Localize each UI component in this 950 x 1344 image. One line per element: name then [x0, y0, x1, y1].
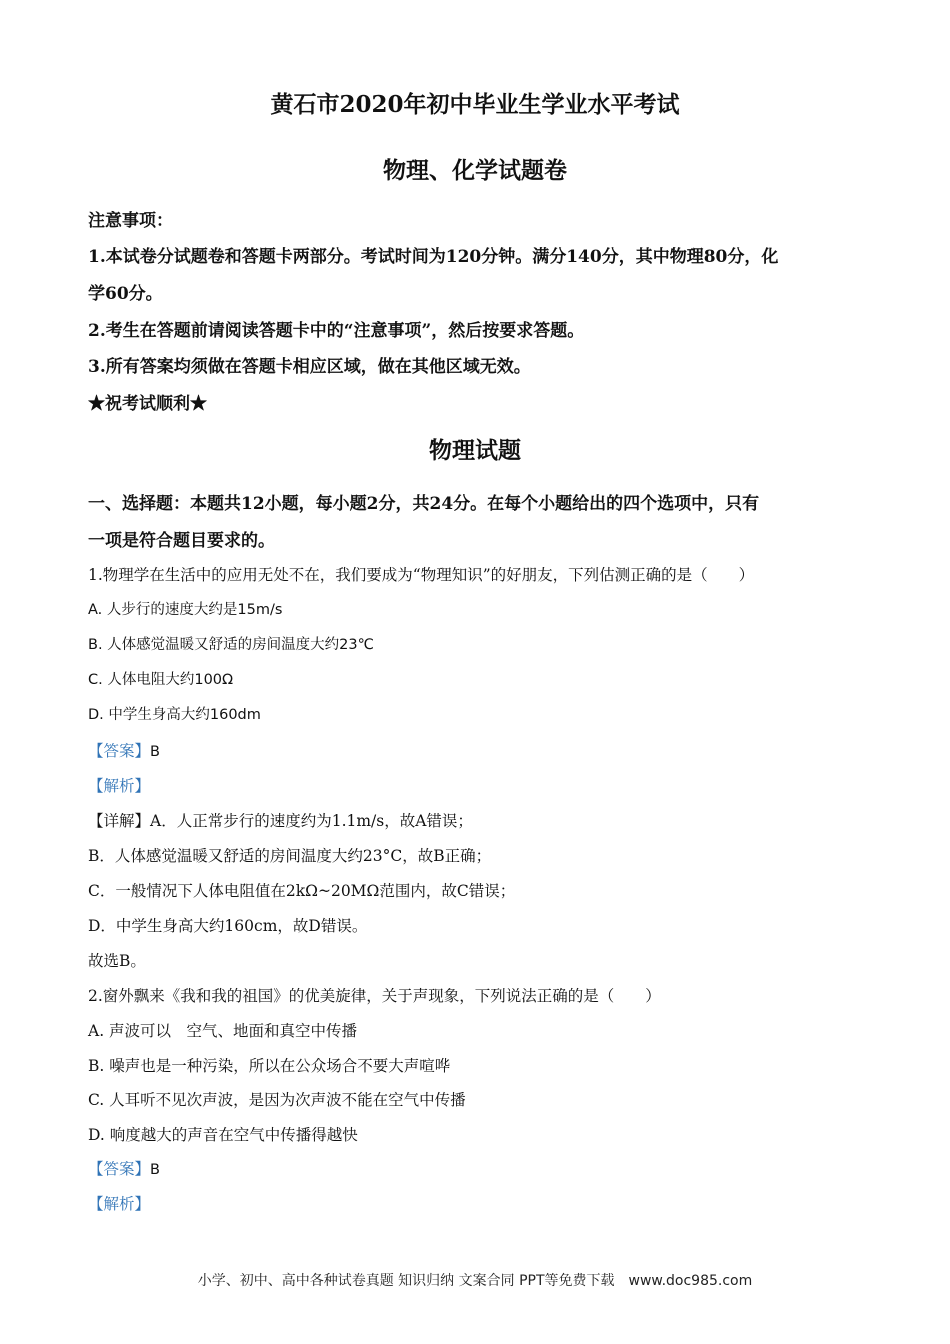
q1-detail-line-b: B．人体感觉温暖又舒适的房间温度大约23°C，故B正确；: [88, 847, 492, 865]
q2-analysis-tag: 【解析】: [88, 1195, 151, 1213]
exam-title: 黄石市2020年初中毕业生学业水平考试: [270, 91, 680, 118]
notice-item-1-line-2: 学60分。: [88, 284, 163, 304]
q1-answer: [88, 739, 160, 761]
q1-detail-line-d: D．中学生身高大约160cm，故D错误。: [88, 917, 368, 935]
section-intro-line-1: 一、选择题：本题共12小题，每小题2分，共24分。在每个小题给出的四个选项中，只有: [88, 494, 760, 514]
notice-item-1-line-1: 1.本试卷分试题卷和答题卡两部分。考试时间为120分钟。满分140分，其中物理80分，化: [88, 247, 779, 267]
q2-option-a: A. 声波可以 空气、地面和真空中传播: [88, 1022, 358, 1040]
notice-item-2: 2.考生在答题前请阅读答题卡中的“注意事项”，然后按要求答题。: [88, 321, 585, 341]
q1-option-b: B. 人体感觉温暖又舒适的房间温度大约23℃: [88, 637, 374, 653]
section-title: 物理试题: [429, 437, 521, 464]
q2-answer-tag: 【答案】: [88, 1160, 151, 1178]
section-intro-line-2: 一项是符合题目要求的。: [88, 531, 275, 551]
q1-option-a: A. 人步行的速度大约是15m/s: [88, 602, 283, 618]
q1-detail-line-c: C．一般情况下人体电阻值在2kΩ~20MΩ范围内，故C错误；: [88, 882, 516, 900]
q2-stem: 2.窗外飘来《我和我的祖国》的优美旋律，关于声现象，下列说法正确的是（ ）: [88, 987, 661, 1005]
exam-subtitle: 物理、化学试题卷: [383, 157, 567, 184]
q1-detail-line-a: 【详解】A．人正常步行的速度约为1.1m/s，故A错误；: [88, 812, 473, 830]
q1-detail-tag: 【详解】: [88, 812, 151, 830]
q1-option-d: D. 中学生身高大约160dm: [88, 707, 261, 723]
exam-wish: ★祝考试顺利★: [88, 394, 207, 414]
notice-heading: 注意事项：: [88, 211, 173, 231]
q1-answer-tag: 【答案】: [88, 742, 151, 760]
q2-option-c: C. 人耳听不见次声波，是因为次声波不能在空气中传播: [88, 1091, 466, 1109]
q2-option-b: B. 噪声也是一种污染，所以在公众场合不要大声喧哗: [88, 1057, 451, 1075]
q1-stem: 1.物理学在生活中的应用无处不在，我们要成为“物理知识”的好朋友，下列估测正确的是（ ）: [88, 566, 755, 584]
q1-option-c: C. 人体电阻大约100Ω: [88, 672, 234, 688]
q1-answer-value: B: [150, 744, 160, 760]
q1-conclusion: 故选B。: [88, 952, 146, 970]
q1-analysis-tag: 【解析】: [88, 777, 151, 795]
q2-answer: [88, 1157, 160, 1179]
q2-answer-value: B: [150, 1162, 160, 1178]
notice-item-3: 3.所有答案均须做在答题卡相应区域，做在其他区域无效。: [88, 357, 531, 377]
footer-text: 小学、初中、高中各种试卷真题 知识归纳 文案合同 PPT等免费下载 www.doc985.com: [197, 1273, 753, 1289]
q2-option-d: D. 响度越大的声音在空气中传播得越快: [88, 1126, 358, 1144]
